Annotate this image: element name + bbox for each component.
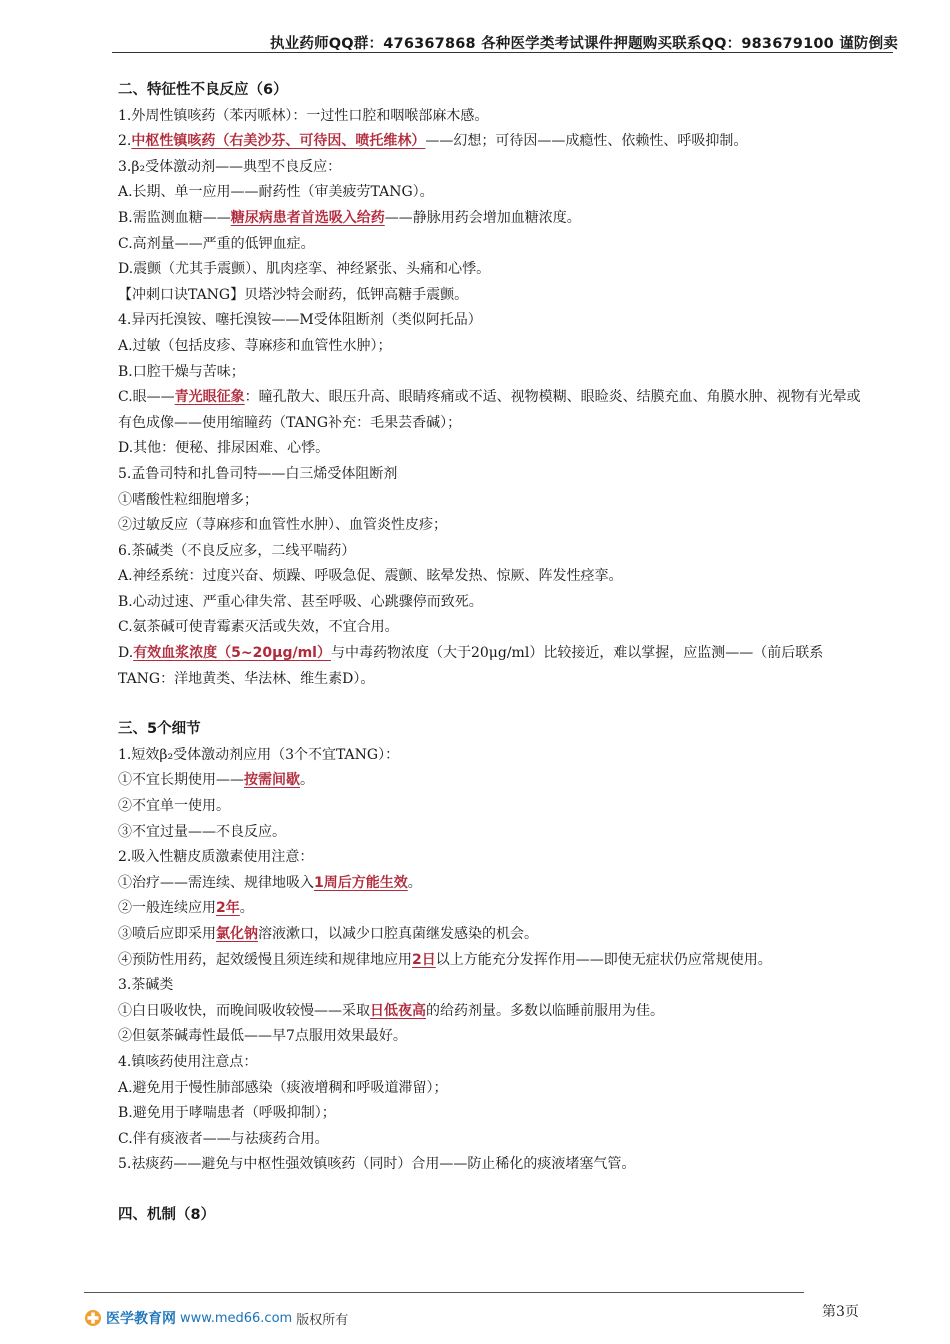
text-line: B.避免用于哮喘患者（呼吸抑制）； xyxy=(118,1105,336,1122)
text-span: ——静脉用药会增加血糖浓度。 xyxy=(384,209,581,226)
text-line: 5.孟鲁司特和扎鲁司特——白三烯受体阻断剂 xyxy=(118,465,398,482)
highlight-term: 日低夜高 xyxy=(370,1002,426,1019)
text-line: A.长期、单一应用——耐药性（审美疲劳TANG）。 xyxy=(118,184,434,201)
text-span: 。 xyxy=(239,900,254,917)
header-divider xyxy=(112,52,893,53)
highlight-term: 氯化钠 xyxy=(216,926,258,942)
footer-divider xyxy=(84,1292,804,1293)
text-span: ——幻想；可待因——成瘾性、依赖性、呼吸抑制。 xyxy=(425,133,748,150)
text-line: ②不宜单一使用。 xyxy=(118,798,230,815)
text-line: C.高剂量——严重的低钾血症。 xyxy=(118,235,315,252)
text-line: 1.短效β₂受体激动剂应用（3个不宜TANG）： xyxy=(118,746,400,763)
text-span: 2. xyxy=(118,133,132,150)
section-heading: 二、特征性不良反应（6） xyxy=(118,82,288,98)
text-line xyxy=(118,871,870,897)
text-line: C.氨茶碱可使青霉素灭活或失效，不宜合用。 xyxy=(118,619,399,636)
page-header: 执业药师QQ群：476367868 各种医学类考试课件押题购买联系QQ：983679100 谨防倒卖 xyxy=(269,36,898,52)
text-line xyxy=(118,385,870,436)
text-line xyxy=(118,922,870,948)
text-span: ：瞳孔散大、眼压升高、眼睛疼痛或不适、视物模糊、眼睑炎、结膜充血、角膜水肿、视物有光晕或有色成像——使用缩瞳药（TANG补充：毛果芸香碱）； xyxy=(118,389,861,431)
highlight-term: 按需间歇 xyxy=(244,772,300,789)
highlight-term: 青光眼征象 xyxy=(174,389,245,406)
page-number: 第3页 xyxy=(822,1304,859,1320)
text-span: 。 xyxy=(300,772,314,789)
section-heading: 四、机制（8） xyxy=(118,1206,216,1223)
text-line: B.口腔干燥与苦味； xyxy=(118,363,245,380)
text-span: ③喷后应即采用 xyxy=(118,926,216,942)
text-span: D. xyxy=(118,645,134,662)
site-name: 医学教育网 xyxy=(106,1311,176,1327)
text-line xyxy=(118,999,870,1025)
section-heading: 三、5个细节 xyxy=(118,721,201,738)
highlight-term: 2日 xyxy=(412,951,436,968)
text-line: 4.镇咳药使用注意点： xyxy=(118,1053,258,1070)
highlight-term: 有效血浆浓度（5~20μg/ml） xyxy=(133,645,331,662)
text-span: 溶液漱口，以减少口腔真菌继发感染的机会。 xyxy=(258,926,538,942)
site-url[interactable]: www.med66.com xyxy=(180,1310,293,1326)
text-line: 3.茶碱类 xyxy=(118,977,174,994)
text-line: A.避免用于慢性肺部感染（痰液增稠和呼吸道滞留）； xyxy=(118,1079,448,1096)
text-span: 。 xyxy=(407,874,422,891)
text-line: ②但氨茶碱毒性最低——早7点服用效果最好。 xyxy=(118,1028,407,1045)
copyright-text: 版权所有 xyxy=(296,1312,349,1328)
text-span: ②一般连续应用 xyxy=(118,900,216,917)
mnemonic-line: 【冲刺口诀TANG】贝塔沙特会耐药，低钾高糖手震颤。 xyxy=(118,286,469,303)
text-line: D.其他：便秘、排尿困难、心悸。 xyxy=(118,440,330,457)
text-span: ①白日吸收快，而晚间吸收较慢——采取 xyxy=(118,1002,370,1019)
text-line xyxy=(118,129,870,155)
text-line xyxy=(118,948,870,974)
highlight-term: 中枢性镇咳药（右美沙芬、可待因、喷托维林） xyxy=(131,133,426,150)
medical-cross-logo-icon xyxy=(84,1309,102,1327)
text-span: 与中毒药物浓度（大于20μg/ml）比较接近，难以掌握，应监测——（前后联系TANG：洋地黄类、华法林、维生素D）。 xyxy=(118,645,824,687)
text-span: C.眼—— xyxy=(118,389,175,406)
text-line: A.神经系统：过度兴奋、烦躁、呼吸急促、震颤、眩晕发热、惊厥、阵发性痉挛。 xyxy=(118,568,623,585)
text-line: 2.吸入性糖皮质激素使用注意： xyxy=(118,849,314,866)
text-span: ④预防性用药，起效缓慢且须连续和规律地应用 xyxy=(118,951,412,968)
document-body xyxy=(118,78,870,1229)
text-line: 5.祛痰药——避免与中枢性强效镇咳药（同时）合用——防止稀化的痰液堵塞气管。 xyxy=(118,1156,636,1173)
text-span: 的给药剂量。多数以临睡前服用为佳。 xyxy=(426,1002,664,1019)
text-line: 4.异丙托溴铵、噻托溴铵——M受体阻断剂（类似阿托品） xyxy=(118,312,482,329)
spacer xyxy=(118,692,870,717)
text-line xyxy=(118,768,870,794)
text-line: ②过敏反应（荨麻疹和血管性水肿）、血管炎性皮疹； xyxy=(118,517,447,534)
text-span: ①不宜长期使用—— xyxy=(118,772,244,789)
highlight-term: 糖尿病患者首选吸入给药 xyxy=(230,209,385,226)
highlight-term: 1周后方能生效 xyxy=(314,874,408,891)
text-line: ①嗜酸性粒细胞增多； xyxy=(118,491,258,508)
text-line: A.过敏（包括皮疹、荨麻疹和血管性水肿）； xyxy=(118,337,392,354)
text-line: 3.β₂受体激动剂——典型不良反应： xyxy=(118,158,342,175)
text-line xyxy=(118,641,870,692)
text-line xyxy=(118,896,870,922)
text-span: 以上方能充分发挥作用——即使无症状仍应常规使用。 xyxy=(435,951,772,968)
footer-brand[interactable] xyxy=(84,1307,348,1329)
text-span: B.需监测血糖—— xyxy=(118,209,231,226)
spacer xyxy=(118,1178,870,1203)
highlight-term: 2年 xyxy=(216,900,240,917)
text-line: C.伴有痰液者——与祛痰药合用。 xyxy=(118,1130,329,1147)
text-span: ①治疗——需连续、规律地吸入 xyxy=(118,874,314,891)
text-line: D.震颤（尤其手震颤）、肌肉痉挛、神经紧张、头痛和心悸。 xyxy=(118,261,491,278)
text-line: ③不宜过量——不良反应。 xyxy=(118,823,286,840)
text-line: 1.外周性镇咳药（苯丙哌林）：一过性口腔和咽喉部麻木感。 xyxy=(118,107,489,124)
text-line: 6.茶碱类（不良反应多，二线平喘药） xyxy=(118,542,356,559)
text-line: B.心动过速、严重心律失常、甚至呼吸、心跳骤停而致死。 xyxy=(118,593,483,610)
text-line xyxy=(118,206,870,232)
